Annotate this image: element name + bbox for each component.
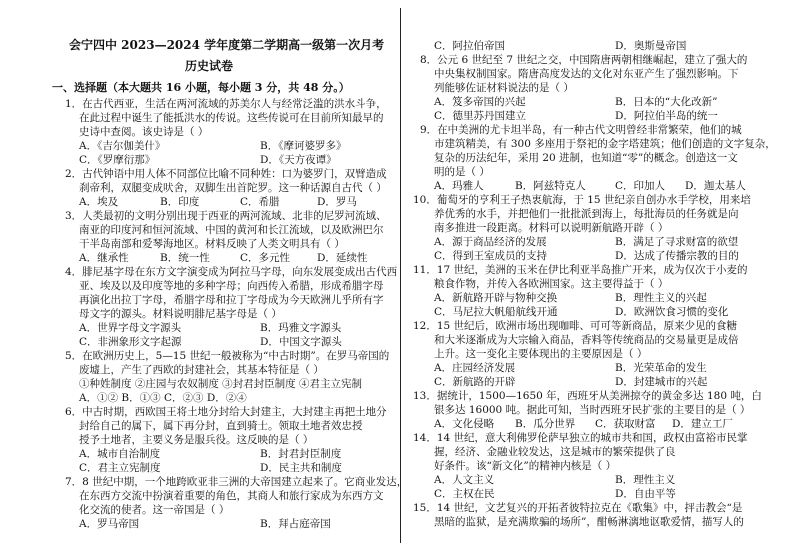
option[interactable]: A．城市自治制度 — [79, 448, 161, 460]
option[interactable]: B．满足了寻求财富的欲望 — [615, 236, 739, 248]
question-line: 明的是（ ） — [434, 166, 490, 178]
exam-subtitle: 历史试卷 — [185, 59, 234, 73]
question-line: 2．古代钟语中用人体不同部位比喻不同种姓：口为婆罗门，双臂造成 — [65, 168, 387, 180]
question-line: 再演化出拉丁字母，希腊字母和拉丁字母成为今天欧洲儿乎所有字 — [79, 294, 384, 306]
option[interactable]: B．日本的“大化改新” — [615, 96, 718, 108]
option[interactable]: B．理性主义的兴起 — [615, 292, 707, 304]
option[interactable]: D．《天方夜谭》 — [260, 154, 337, 166]
option[interactable]: D．自由平等 — [615, 488, 676, 500]
option[interactable]: D．封建城市的兴起 — [615, 376, 708, 388]
question-line: 5．在欧洲历史上，5—15 世纪一般被称为“中古时期”。在罗马帝国的 — [65, 350, 390, 362]
option[interactable]: D．中国文字源头 — [260, 336, 342, 348]
option[interactable]: C．新航路的开辟 — [434, 376, 516, 388]
option[interactable]: A．庄园经济发展 — [434, 362, 516, 374]
option[interactable]: B．封君封臣制度 — [260, 448, 342, 460]
option[interactable]: A．《吉尔伽美什》 — [79, 140, 166, 152]
option[interactable]: A．新航路开辟与物种交换 — [434, 292, 558, 304]
option[interactable]: B．理性主义 — [615, 474, 676, 486]
option[interactable]: C．获取财富 — [595, 418, 656, 430]
question-line: 市建筑精美，有 300 多座用于祭祀的金字塔建筑；他们创造的文字复杂， — [434, 138, 776, 150]
option[interactable]: D．罗马 — [317, 196, 357, 208]
question-line: 中央集权制国家。隋唐高度发达的文化对东亚产生了强烈影响。下 — [434, 68, 739, 80]
question-line: 母文字的源头。材料说明腓尼基字母是（ ） — [79, 308, 282, 320]
question-line: 握，经济、金融业较发达，这是城市的繁荣提供了良 — [434, 446, 676, 458]
option[interactable]: B．统一性 — [160, 252, 210, 264]
question-line: 1．在古代西亚，生活在两河流域的苏美尔人与经常泛滥的洪水斗争， — [65, 98, 387, 110]
option[interactable]: B．瓜分世界 — [515, 418, 576, 430]
question-line: 南多推进一段距离。材料可以说明新航路开辟（ ） — [434, 222, 669, 234]
option[interactable]: C．德里苏丹国建立 — [434, 110, 527, 122]
option[interactable]: A．玛雅人 — [434, 180, 484, 192]
option-row[interactable]: A．①② B．①③ C．②③ D．②④ — [79, 392, 247, 404]
question-line: 银多达 16000 吨。据此可知，当时西班牙民扩张的主要目的是（ ） — [434, 404, 751, 416]
option[interactable]: A．人文主义 — [434, 474, 495, 486]
option[interactable]: B．拜占庭帝国 — [260, 518, 331, 530]
option[interactable]: A．继承性 — [79, 252, 129, 264]
question-line: 10．葡萄牙的亨利王子热衷航海，于 15 世纪亲自创办水手学校，用来培 — [413, 194, 751, 206]
option[interactable]: A．罗马帝国 — [79, 518, 140, 530]
question-line: 粮食作物，并传入各欧洲国家。这主要得益于（ ） — [434, 278, 669, 290]
option[interactable]: D．延续性 — [317, 252, 368, 264]
option[interactable]: C．君主立宪制度 — [79, 462, 161, 474]
option[interactable]: C．主权在民 — [434, 488, 495, 500]
question-line: 在东西方交流中扮演着重要的角色，其商人和旅行家成为东西方文 — [79, 490, 384, 502]
option[interactable]: D．欧洲饮食习惯的变化 — [615, 306, 729, 318]
question-line: 授予土地者，主要义务是服兵役。这反映的是（ ） — [79, 434, 314, 446]
option[interactable]: A．源于商品经济的发展 — [434, 236, 547, 248]
option[interactable]: A．笈多帝国的兴起 — [434, 96, 526, 108]
option[interactable]: C．非洲象形文字起源 — [79, 336, 182, 348]
option[interactable]: C．马尼拉大帆船航线开通 — [434, 306, 558, 318]
question-line: 养优秀的水手，并把他们一批批派到海上，每批海员的任务就是向 — [434, 208, 739, 220]
option[interactable]: C．多元性 — [240, 252, 291, 264]
option[interactable]: C．印加人 — [615, 180, 666, 192]
option[interactable]: C．阿拉伯帝国 — [434, 40, 506, 52]
question-line: 上升。这一变化主要体现出的主要原因是（ ） — [434, 348, 648, 360]
section-heading: 一、选择题（本大题共 16 小题，每小题 3 分，共 48 分。） — [52, 81, 350, 94]
option[interactable]: D．达成了传播宗教的目的 — [615, 250, 739, 262]
option[interactable]: C．得到王室成员的支持 — [434, 250, 548, 262]
question-line: 9．在中美洲的尤卡坦半岛，有一种古代文明曾经非常繁荣，他们的城 — [420, 124, 742, 136]
question-line: 南亚的印度河和恒河流域、中国的黄河和长江流域，以及欧洲巴尔 — [79, 224, 384, 236]
question-line: 亚、埃及以及印度等地的多种字母；向西传入希腊，形成希腊字母 — [79, 280, 384, 292]
question-line: 15．14 世纪，文艺复兴的开拓者彼特拉克在《歌集》中，抨击教会“是 — [413, 502, 743, 514]
option[interactable]: C．《罗摩衍那》 — [79, 154, 156, 166]
question-line: 复杂的历法纪年，采用 20 进制，也知道“零”的概念。创造这一文 — [434, 152, 738, 164]
question-line: 好条件。该“新文化”的精神内核是（ ） — [434, 460, 617, 472]
option[interactable]: A．文化侵略 — [434, 418, 495, 430]
option[interactable]: C．希腊 — [240, 196, 280, 208]
option[interactable]: B．光荣革命的发生 — [615, 362, 707, 374]
question-line: 13．据统计，1500—1650 年，西班牙从美洲掠夺的黄金多达 180 吨，白 — [413, 390, 762, 402]
question-line: 6．中古时期，西欧国王将土地分封给大封建主，大封建主再把土地分 — [65, 406, 387, 418]
option[interactable]: D．建立工厂 — [672, 418, 733, 430]
question-line: 刹帝利，双腿变成吠舍，双脚生出首陀罗。这一种话源自古代（ ） — [79, 182, 387, 194]
option[interactable]: A．埃及 — [79, 196, 119, 208]
option[interactable]: B．《摩诃婆罗多》 — [260, 140, 347, 152]
question-line: 废墟上，产生了西欧的封建社会，其基本特征是（ ） — [79, 364, 324, 376]
question-line: 14．14 世纪，意大利佛罗伦萨早独立的城市共和国，政权由富裕市民掌 — [413, 432, 748, 444]
question-line: 黑暗的监狱，是充满欺骗的场所”，酣畅淋漓地讴歌爱情，描写人的 — [434, 516, 744, 528]
question-line: 和大米逐渐成为大宗输入商品，香料等传统商品的交易量更是成倍 — [434, 334, 739, 346]
exam-title: 会宁四中 2023—2024 学年度第二学期高一级第一次月考 — [69, 38, 385, 52]
option[interactable]: A．世界字母文字源头 — [79, 322, 182, 334]
question-line: 11．17 世纪，美洲的玉米在伊比利亚半岛推广开来，成为仅次于小麦的 — [413, 264, 748, 276]
option[interactable]: D．迦太基人 — [685, 180, 746, 192]
option[interactable]: B．阿兹特克人 — [515, 180, 586, 192]
question-line: 化交流的使者。这一帝国是（ ） — [79, 504, 230, 516]
question-line: 3．人类最初的文明分别出现于西亚的两河流域、北非的尼罗河流域、 — [65, 210, 387, 222]
option[interactable]: B．玛雅文字源头 — [260, 322, 342, 334]
question-line: 史诗中查阅。该史诗是（ ） — [79, 126, 209, 138]
option[interactable]: D．奥斯曼帝国 — [615, 40, 687, 52]
question-line: ①种姓制度 ②庄园与农奴制度 ③封君封臣制度 ④君主立宪制 — [79, 378, 363, 390]
option[interactable]: D．民主共和制度 — [260, 462, 342, 474]
question-line: 列能够佐证材料说法的是（ ） — [434, 82, 574, 94]
question-line: 8．公元 6 世纪至 7 世纪之交，中国隋唐两朝相继崛起，建立了强大的 — [420, 54, 748, 66]
option[interactable]: D．阿拉伯半岛的统一 — [615, 110, 718, 122]
question-line: 7．8 世纪中期，一个地跨欧亚非三洲的大帝国建立起来了。它商业发达， — [65, 476, 408, 488]
question-line: 干半岛南部和爱琴海地区。材料反映了人类文明具有（ ） — [79, 238, 345, 250]
question-line: 在此过程中诞生了能抵洪水的传说。这些传说可在目前所知最早的 — [79, 112, 384, 124]
column-divider — [400, 8, 401, 543]
question-line: 4．腓尼基字母在东方文字演变成为阿拉马字母，向东发展变成出古代西 — [65, 266, 398, 278]
question-line: 封给自己的属下，属下再分封，直到骑士。领取土地者效忠授 — [79, 420, 363, 432]
option[interactable]: B．印度 — [160, 196, 200, 208]
question-line: 12．15 世纪后，欧洲市场出现咖啡、可可等新商品，原来少见的食糖 — [413, 320, 738, 332]
